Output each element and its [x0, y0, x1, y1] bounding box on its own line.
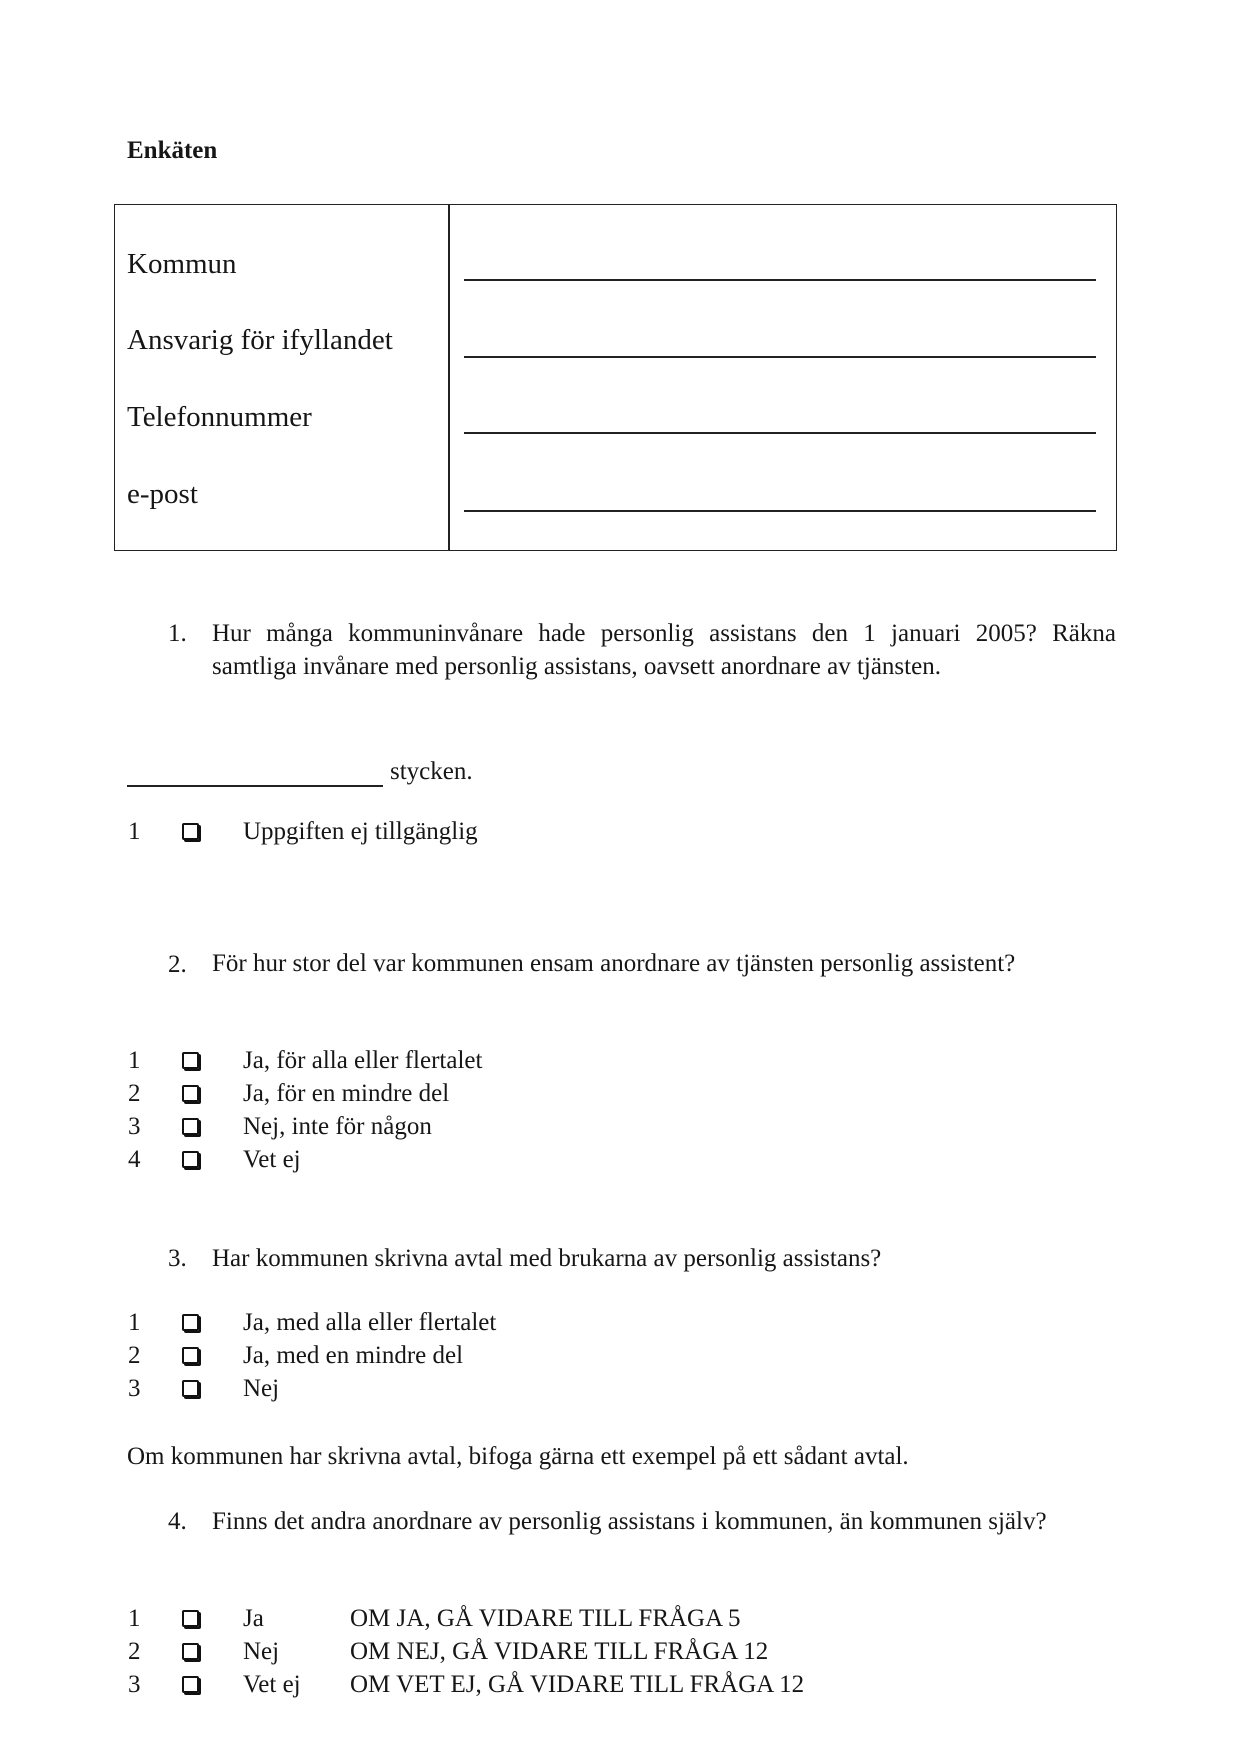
unit-label: stycken.	[390, 758, 473, 785]
question-1-text: Hur många kommuninvånare hade personlig assistans den 1 januari 2005? Räkna samtliga invånare med personlig assistans, oavsett anordnare av tjänsten.	[212, 620, 1116, 680]
option-code: 2	[128, 1638, 141, 1665]
question-number: 4.	[168, 1508, 187, 1535]
checkbox[interactable]	[182, 1118, 199, 1135]
checkbox[interactable]	[182, 1314, 199, 1331]
option-code: 3	[128, 1375, 141, 1402]
checkbox[interactable]	[182, 1347, 199, 1364]
option-label: Nej, inte för någon	[243, 1113, 432, 1140]
checkbox[interactable]	[182, 1610, 199, 1627]
option-label: Ja, med en mindre del	[243, 1342, 464, 1369]
question-number: 3.	[168, 1245, 187, 1272]
option-label: Uppgiften ej tillgänglig	[243, 818, 478, 845]
telefon-field[interactable]	[464, 432, 1096, 434]
kommun-label: Kommun	[127, 248, 237, 280]
question-2-text: För hur stor del var kommunen ensam anordnare av tjänsten personlig assistent?	[212, 950, 1016, 977]
option-code: 1	[128, 818, 141, 845]
checkbox[interactable]	[182, 1052, 199, 1069]
checkbox[interactable]	[182, 1085, 199, 1102]
respondent-info-table	[114, 204, 1117, 551]
checkbox[interactable]	[182, 1380, 199, 1397]
option-code: 3	[128, 1671, 141, 1698]
option-label: Nej	[243, 1638, 280, 1665]
question-3-note: Om kommunen har skrivna avtal, bifoga gärna ett exempel på ett sådant avtal.	[127, 1443, 909, 1470]
checkbox[interactable]	[182, 1151, 199, 1168]
question-number: 1.	[168, 620, 187, 647]
ansvarig-label: Ansvarig för ifyllandet	[127, 324, 393, 356]
option-label: Vet ej	[243, 1146, 301, 1173]
option-code: 2	[128, 1342, 141, 1369]
option-code: 4	[128, 1146, 141, 1173]
option-code: 2	[128, 1080, 141, 1107]
page-title: Enkäten	[127, 137, 218, 164]
option-label: Ja, för en mindre del	[243, 1080, 450, 1107]
skip-instruction: OM VET EJ, GÅ VIDARE TILL FRÅGA 12	[350, 1671, 805, 1698]
checkbox[interactable]	[182, 1643, 199, 1660]
skip-instruction: OM JA, GÅ VIDARE TILL FRÅGA 5	[350, 1605, 741, 1632]
telefon-label: Telefonnummer	[127, 401, 312, 433]
option-code: 1	[128, 1047, 141, 1074]
option-code: 3	[128, 1113, 141, 1140]
epost-field[interactable]	[464, 510, 1096, 512]
option-label: Ja, för alla eller flertalet	[243, 1047, 483, 1074]
checkbox[interactable]	[182, 1676, 199, 1693]
option-code: 1	[128, 1605, 141, 1632]
option-code: 1	[128, 1309, 141, 1336]
table-divider	[448, 204, 450, 551]
option-label: Ja	[243, 1605, 264, 1632]
ansvarig-field[interactable]	[464, 356, 1096, 358]
option-label: Ja, med alla eller flertalet	[243, 1309, 497, 1336]
count-input[interactable]	[127, 785, 383, 787]
option-label: Nej	[243, 1375, 280, 1402]
question-number: 2.	[168, 951, 187, 978]
checkbox[interactable]	[182, 823, 199, 840]
option-label: Vet ej	[243, 1671, 301, 1698]
question-3-text: Har kommunen skrivna avtal med brukarna av personlig assistans?	[212, 1245, 882, 1272]
skip-instruction: OM NEJ, GÅ VIDARE TILL FRÅGA 12	[350, 1638, 769, 1665]
question-4-text: Finns det andra anordnare av personlig assistans i kommunen, än kommunen själv?	[212, 1508, 1047, 1535]
kommun-field[interactable]	[464, 279, 1096, 281]
epost-label: e-post	[127, 478, 198, 510]
